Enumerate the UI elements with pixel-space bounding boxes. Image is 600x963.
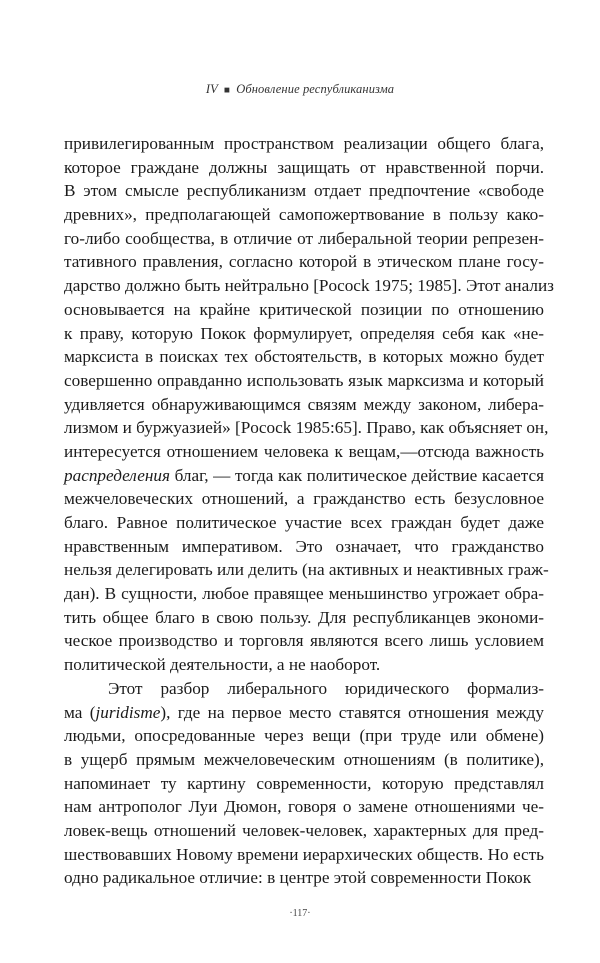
line-segment: благ, — тогда как политическое действие касается (169, 465, 544, 485)
text-line: межчеловеческих отношений, а гражданство есть безусловное (64, 489, 544, 509)
line-segment: ), где на первое место ставятся отношения между (160, 702, 544, 722)
text-line (64, 464, 544, 488)
body-text (64, 132, 554, 890)
text-line: тить общее благо в свою пользу. Для республиканцев экономи- (64, 607, 544, 627)
chapter-number: IV (205, 82, 218, 96)
page-number: ·117· (289, 908, 311, 919)
text-line: шествовавших Новому времени иерархических обществ. Но есть (64, 844, 544, 864)
line-segment: ма ( (64, 702, 96, 722)
text-line: нам антрополог Луи Дюмон, говоря о замене отношениями че- (64, 797, 544, 817)
text-line: нравственным императивом. Это означает, что гражданство (64, 536, 544, 556)
paragraph-2 (64, 677, 544, 890)
text-line: благо. Равное политическое участие всех граждан будет даже (64, 513, 544, 532)
text-line: удивляется обнаруживающимся связям между законом, либера- (64, 394, 544, 414)
text-line: дарство должно быть нейтрально [Pocock 1975; 1985]. Этот анализ (64, 276, 554, 296)
text-line: политической деятельности, а не наоборот. (64, 655, 381, 675)
text-line: которое граждане должны защищать от нравственной порчи. (64, 157, 544, 177)
text-line: основывается на крайне критической позиции по отношению (64, 299, 544, 319)
text-line: интересуется отношением человека к вещам,—отсюда важность (64, 441, 544, 461)
text-line: нельзя делегировать или делить (на активных и неактивных граж- (64, 560, 549, 580)
text-line: совершенно оправданно использовать язык марксизма и который (64, 370, 544, 390)
text-line: древних», предполагающей самопожертвование в пользу како- (64, 205, 544, 225)
text-line: напоминает ту картину современности, которую представлял (64, 773, 544, 793)
italic-term: распределения (64, 465, 170, 485)
text-line: тативного правления, согласно которой в этическом плане госу- (64, 252, 544, 272)
text-line: дан). В сущности, любое правящее меньшинство угрожает обра- (64, 584, 544, 604)
italic-term: juridisme (95, 702, 161, 722)
text-line: лизмом и буржуазией» [Pocock 1985:65]. Право, как объясняет он, (64, 418, 549, 438)
text-line: Этот разбор либерального юридического формализ- (108, 678, 544, 698)
text-line: людьми, опосредованные через вещи (при труде или обмене) (64, 726, 544, 746)
running-head (0, 82, 600, 97)
chapter-title: Обновление республиканизма (236, 82, 395, 96)
text-line: привилегированным пространством реализации общего блага, (64, 134, 544, 153)
text-line: В этом смысле республиканизм отдает предпочтение «свободе (64, 181, 544, 201)
text-line (64, 701, 544, 725)
text-line: одно радикальное отличие: в центре этой современности Покок (64, 868, 532, 888)
text-line: в ущерб прямым межчеловеческим отношениям (в политике), (64, 749, 544, 769)
paragraph-1 (64, 132, 554, 677)
square-separator-icon: ■ (223, 85, 230, 96)
text-line: ческое производство и торговля являются всего лишь условием (64, 631, 544, 651)
text-line: марксиста в поисках тех обстоятельств, в которых можно будет (64, 347, 544, 367)
text-line: к праву, которую Покок формулирует, определяя себя как «не- (64, 323, 544, 343)
text-line: ловек-вещь отношений человек-человек, характерных для пред- (64, 820, 544, 840)
text-line: го-либо сообщества, в отличие от либеральной теории репрезен- (64, 228, 544, 248)
